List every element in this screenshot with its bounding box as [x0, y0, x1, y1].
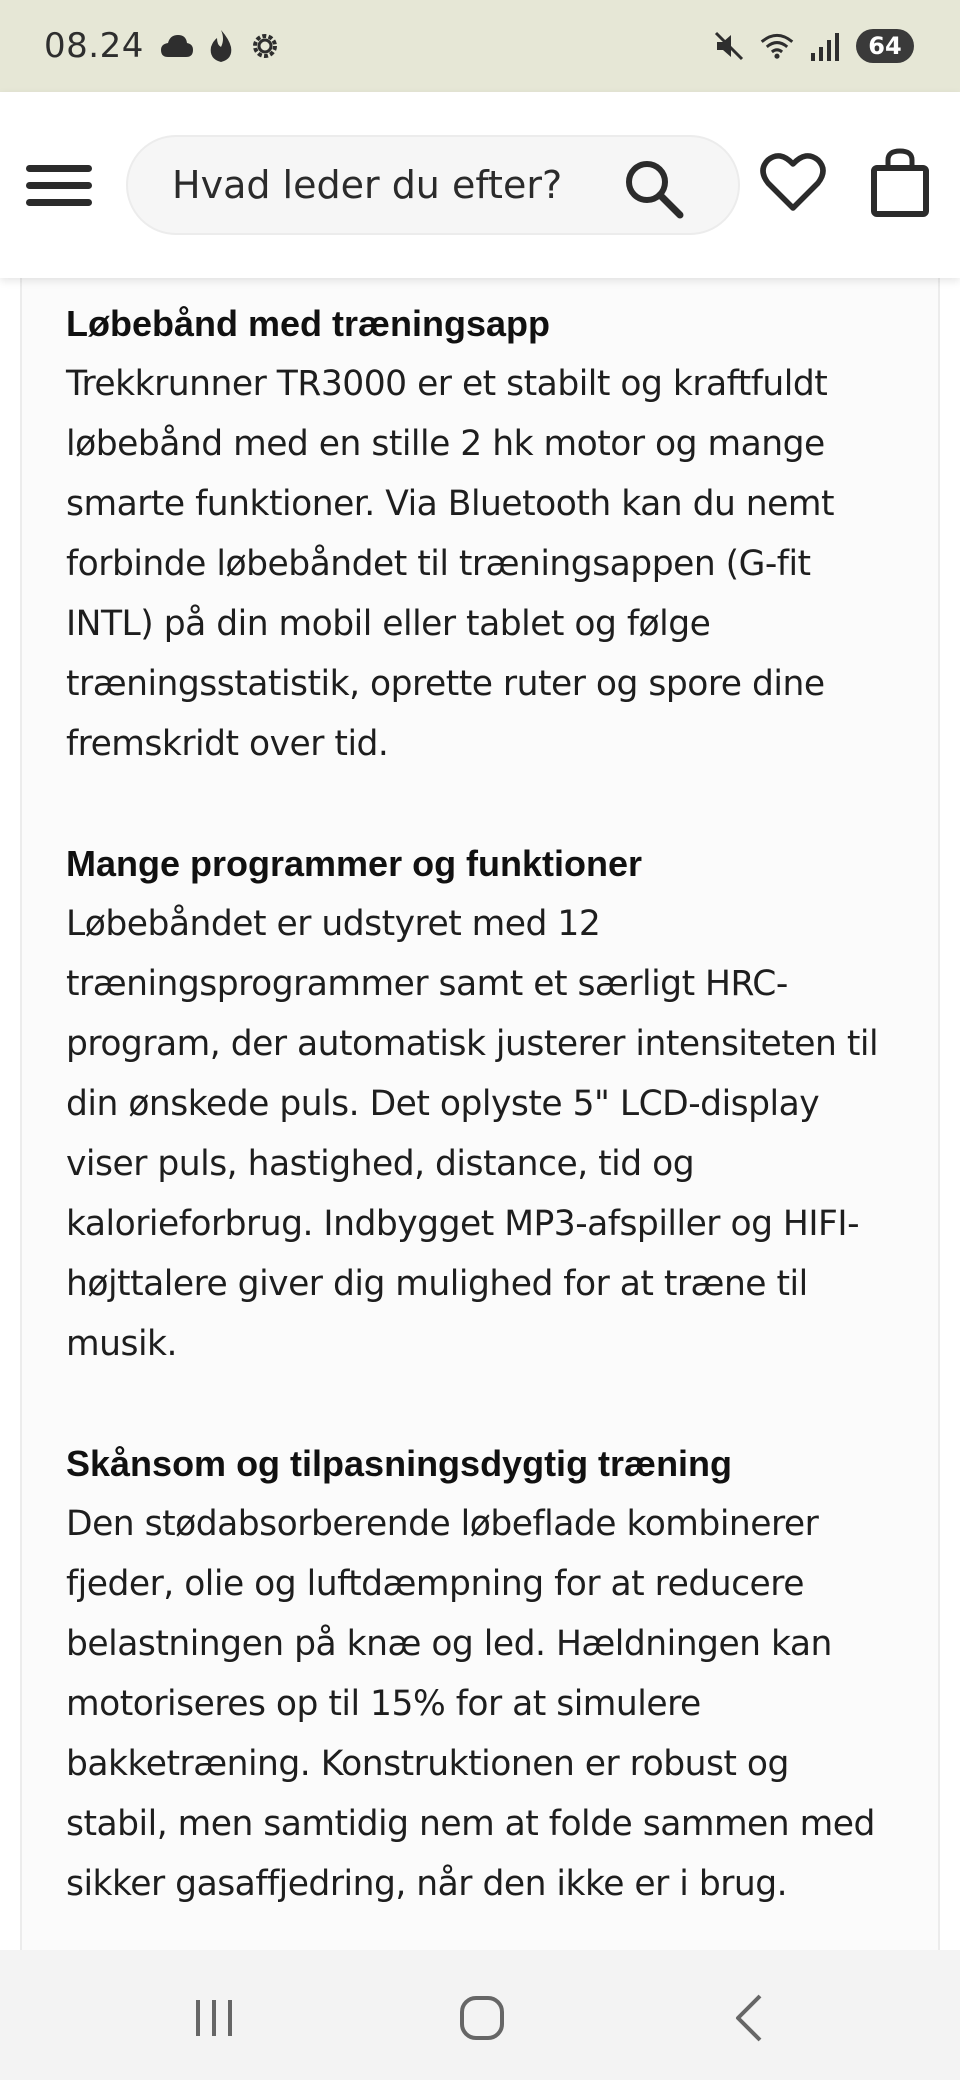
- home-icon: [452, 1988, 512, 2048]
- status-bar: [0, 0, 960, 92]
- flame-icon: [204, 29, 238, 63]
- section-heading: Skånsom og tilpasningsdygtig træning: [66, 1443, 733, 1484]
- back-button[interactable]: [720, 1988, 780, 2048]
- section-heading: Løbebånd med træningsapp: [66, 303, 551, 344]
- heart-icon: [760, 150, 826, 214]
- system-nav-bar: [0, 1950, 960, 2080]
- wishlist-button[interactable]: [760, 150, 826, 214]
- cart-button[interactable]: [870, 148, 930, 218]
- search-input[interactable]: [172, 163, 612, 207]
- section-body: Løbebåndet er udstyret med 12 træningsprogrammer samt et særligt HRC-program, der automatisk justerer intensiteten til din ønskede puls. Det oplyste 5" LCD-display viser puls, hastighed, distance, tid og kalorieforbrug. Indbygget MP3-afspiller og HIFI-højttalere giver dig mulighed for at træne til musik.: [66, 904, 879, 1364]
- description-section: [66, 294, 894, 774]
- status-icons-left: [160, 29, 282, 63]
- section-heading: Mange programmer og funktioner: [66, 843, 643, 884]
- menu-icon-bar: [26, 199, 92, 206]
- section-body: Trekkrunner TR3000 er et stabilt og kraftfuldt løbebånd med en stille 2 hk motor og mange smarte funktioner. Via Bluetooth kan du nemt forbinde løbebåndet til træningsappen (G-fit INTL) på din mobil eller tablet og følge træningsstatistik, oprette ruter og spore dine fremskridt over tid.: [66, 364, 835, 764]
- menu-icon: [26, 165, 92, 172]
- search-box[interactable]: [126, 135, 740, 235]
- shopping-bag-icon: [870, 148, 930, 218]
- mute-icon: [712, 29, 746, 63]
- description-section: [66, 1434, 894, 1914]
- battery-indicator: 64: [856, 29, 914, 63]
- description-section: [66, 834, 894, 1374]
- status-icons-right: [712, 0, 914, 92]
- recent-apps-button[interactable]: [184, 1988, 244, 2048]
- signal-icon: [808, 29, 842, 63]
- recent-apps-icon: [184, 1988, 244, 2048]
- wifi-icon: [760, 29, 794, 63]
- back-icon: [720, 1988, 780, 2048]
- home-button[interactable]: [452, 1988, 512, 2048]
- search-icon[interactable]: [622, 157, 684, 219]
- cloud-icon: [160, 29, 194, 63]
- site-header: [0, 92, 960, 278]
- product-description-area[interactable]: [0, 278, 960, 1950]
- menu-button[interactable]: [26, 152, 94, 218]
- menu-icon-bar: [26, 182, 92, 189]
- gear-icon: [248, 29, 282, 63]
- product-description-card: [20, 278, 940, 1950]
- status-time: 08.24: [44, 26, 144, 66]
- section-body: Den stødabsorberende løbeflade kombinerer fjeder, olie og luftdæmpning for at reducere belastningen på knæ og led. Hældningen kan motoriseres op til 15% for at simulere bakketræning. Konstruktionen er robust og stabil, men samtidig nem at folde sammen med sikker gasaffjedring, når den ikke er i brug.: [66, 1504, 875, 1904]
